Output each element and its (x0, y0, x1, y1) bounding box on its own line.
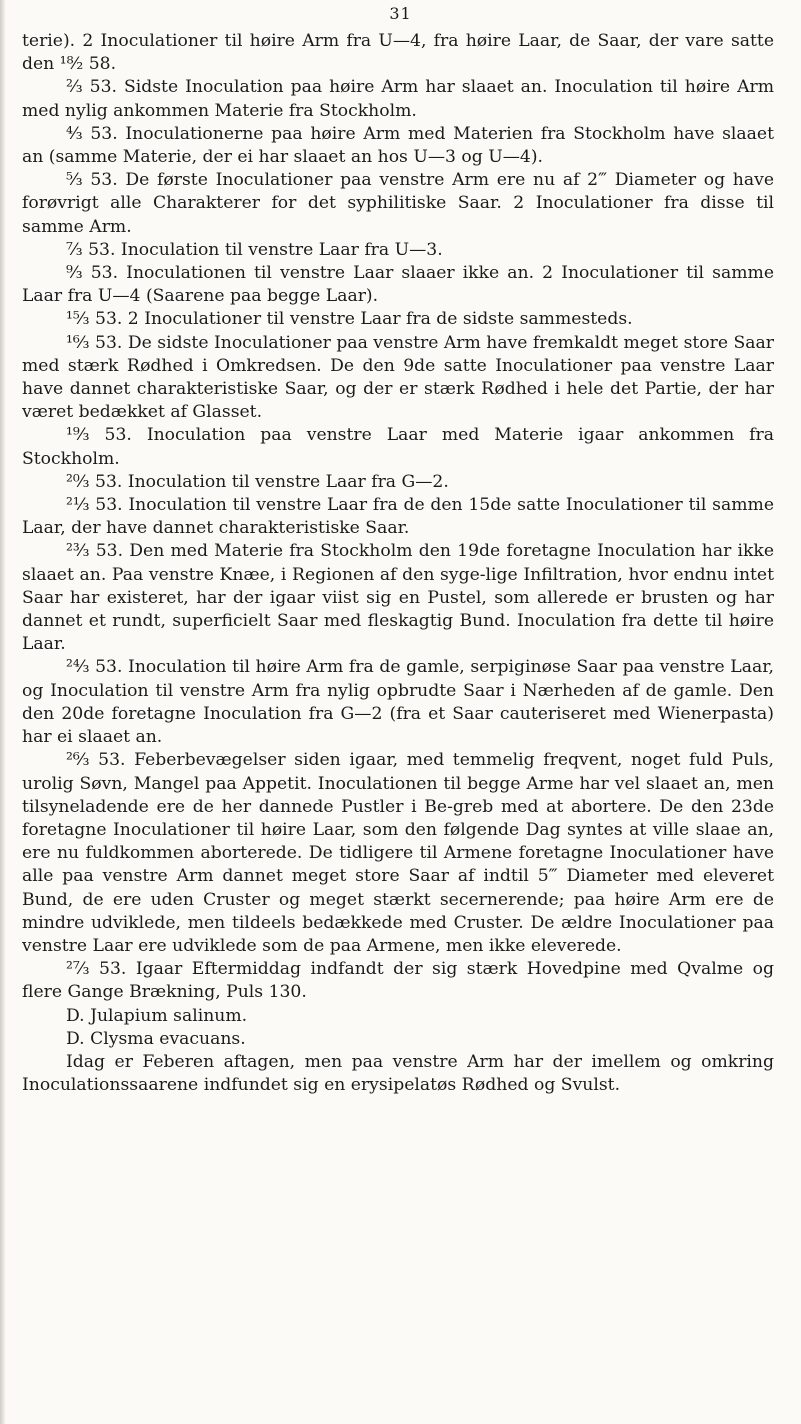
paragraph: ⁵⁄₃ 53. De første Inoculationer paa venstre Arm ere nu af 2‴ Diameter og have forøvrigt alle Charakterer for det syphilitiske Saar. 2 Inoculationer fra disse til samme Arm. (22, 170, 774, 237)
paragraph: ²⁴⁄₃ 53. Inoculation til høire Arm fra de gamle, serpiginøse Saar paa venstre Laar, og Inoculation til venstre Arm fra nylig opbrudte Saar i Nærheden af de gamle. Den den 20de foretagne Inoculation fra G—2 (fra et Saar cauteriseret med Wienerpasta) har ei slaaet an. (22, 657, 774, 748)
paragraph: ²⁄₃ 53. Sidste Inoculation paa høire Arm har slaaet an. Inoculation til høire Arm med nylig ankommen Materie fra Stockholm. (22, 77, 774, 121)
paragraph: D. Clysma evacuans. (66, 1028, 246, 1049)
paragraph: ²⁶⁄₃ 53. Feberbevægelser siden igaar, med temmelig freqvent, noget fuld Puls, urolig Søvn, Mangel paa Appetit. Inoculationen til begge Arme har vel slaaet an, men tilsyneladende ere de her dannede Pustler i Be-greb med at abortere. De den 23de foretagne Inoculationer til høire Laar, som den følgende Dag syntes at ville slaae an, ere nu fuldkommen aborterede. De tidligere til Armene foretagne Inoculationer have alle paa venstre Arm dannet meget store Saar af indtil 5‴ Diameter med eleveret Bund, de ere uden Cruster og meget stærkt secernerende; paa høire Arm ere de mindre udviklede, men tildeels bedækkede med Cruster. De ældre Inoculationer paa venstre Laar ere udviklede som de paa Armene, men ikke eleverede. (22, 750, 774, 956)
paragraph: ²⁰⁄₃ 53. Inoculation til venstre Laar fra G—2. (66, 471, 449, 492)
paragraph: ⁹⁄₃ 53. Inoculationen til venstre Laar slaaer ikke an. 2 Inoculationer til samme Laar fra U—4 (Saarene paa begge Laar). (22, 263, 774, 307)
page-gutter (0, 0, 6, 1424)
paragraph: ¹⁶⁄₃ 53. De sidste Inoculationer paa venstre Arm have fremkaldt meget store Saar med stærk Rødhed i Omkredsen. De den 9de satte Inoculationer paa venstre Laar have dannet charakteristiske Saar, og der er stærk Rødhed i hele det Partie, der har været bedækket af Glasset. (22, 332, 774, 423)
paragraph: ²³⁄₃ 53. Den med Materie fra Stockholm den 19de foretagne Inoculation har ikke slaaet an. Paa venstre Knæe, i Regionen af den syge-lige Infiltration, hvor endnu intet Saar har existeret, har der igaar viist sig en Pustel, som allerede er brusten og har dannet et rundt, superficielt Saar med fleskagtig Bund. Inoculation fra dette til høire Laar. (22, 541, 774, 655)
paragraph: ²⁷⁄₃ 53. Igaar Eftermiddag indfandt der sig stærk Hovedpine med Qvalme og flere Gange Brækning, Puls 130. (22, 959, 774, 1003)
paragraph: terie). 2 Inoculationer til høire Arm fra U—4, fra høire Laar, de Saar, der vare satte den ¹⁸⁄₂ 58. (22, 31, 774, 75)
page-number: 31 (389, 4, 412, 23)
paragraph: ⁷⁄₃ 53. Inoculation til venstre Laar fra U—3. (66, 239, 443, 260)
paragraph: ¹⁵⁄₃ 53. 2 Inoculationer til venstre Laar fra de sidste sammesteds. (66, 309, 633, 330)
body-text (22, 30, 774, 1097)
paragraph: D. Julapium salinum. (66, 1005, 248, 1026)
paragraph: ²¹⁄₃ 53. Inoculation til venstre Laar fra de den 15de satte Inoculationer til samme Laar, der have dannet charakteristiske Saar. (22, 495, 774, 539)
paragraph: Idag er Feberen aftagen, men paa venstre Arm har der imellem og omkring Inoculationssaarene indfundet sig en erysipelatøs Rødhed og Svulst. (22, 1051, 774, 1096)
paragraph: ⁴⁄₃ 53. Inoculationerne paa høire Arm med Materien fra Stockholm have slaaet an (samme Materie, der ei har slaaet an hos U—3 og U—4). (22, 123, 774, 168)
paragraph: ¹⁹⁄₃ 53. Inoculation paa venstre Laar med Materie igaar ankommen fra Stockholm. (22, 425, 774, 469)
